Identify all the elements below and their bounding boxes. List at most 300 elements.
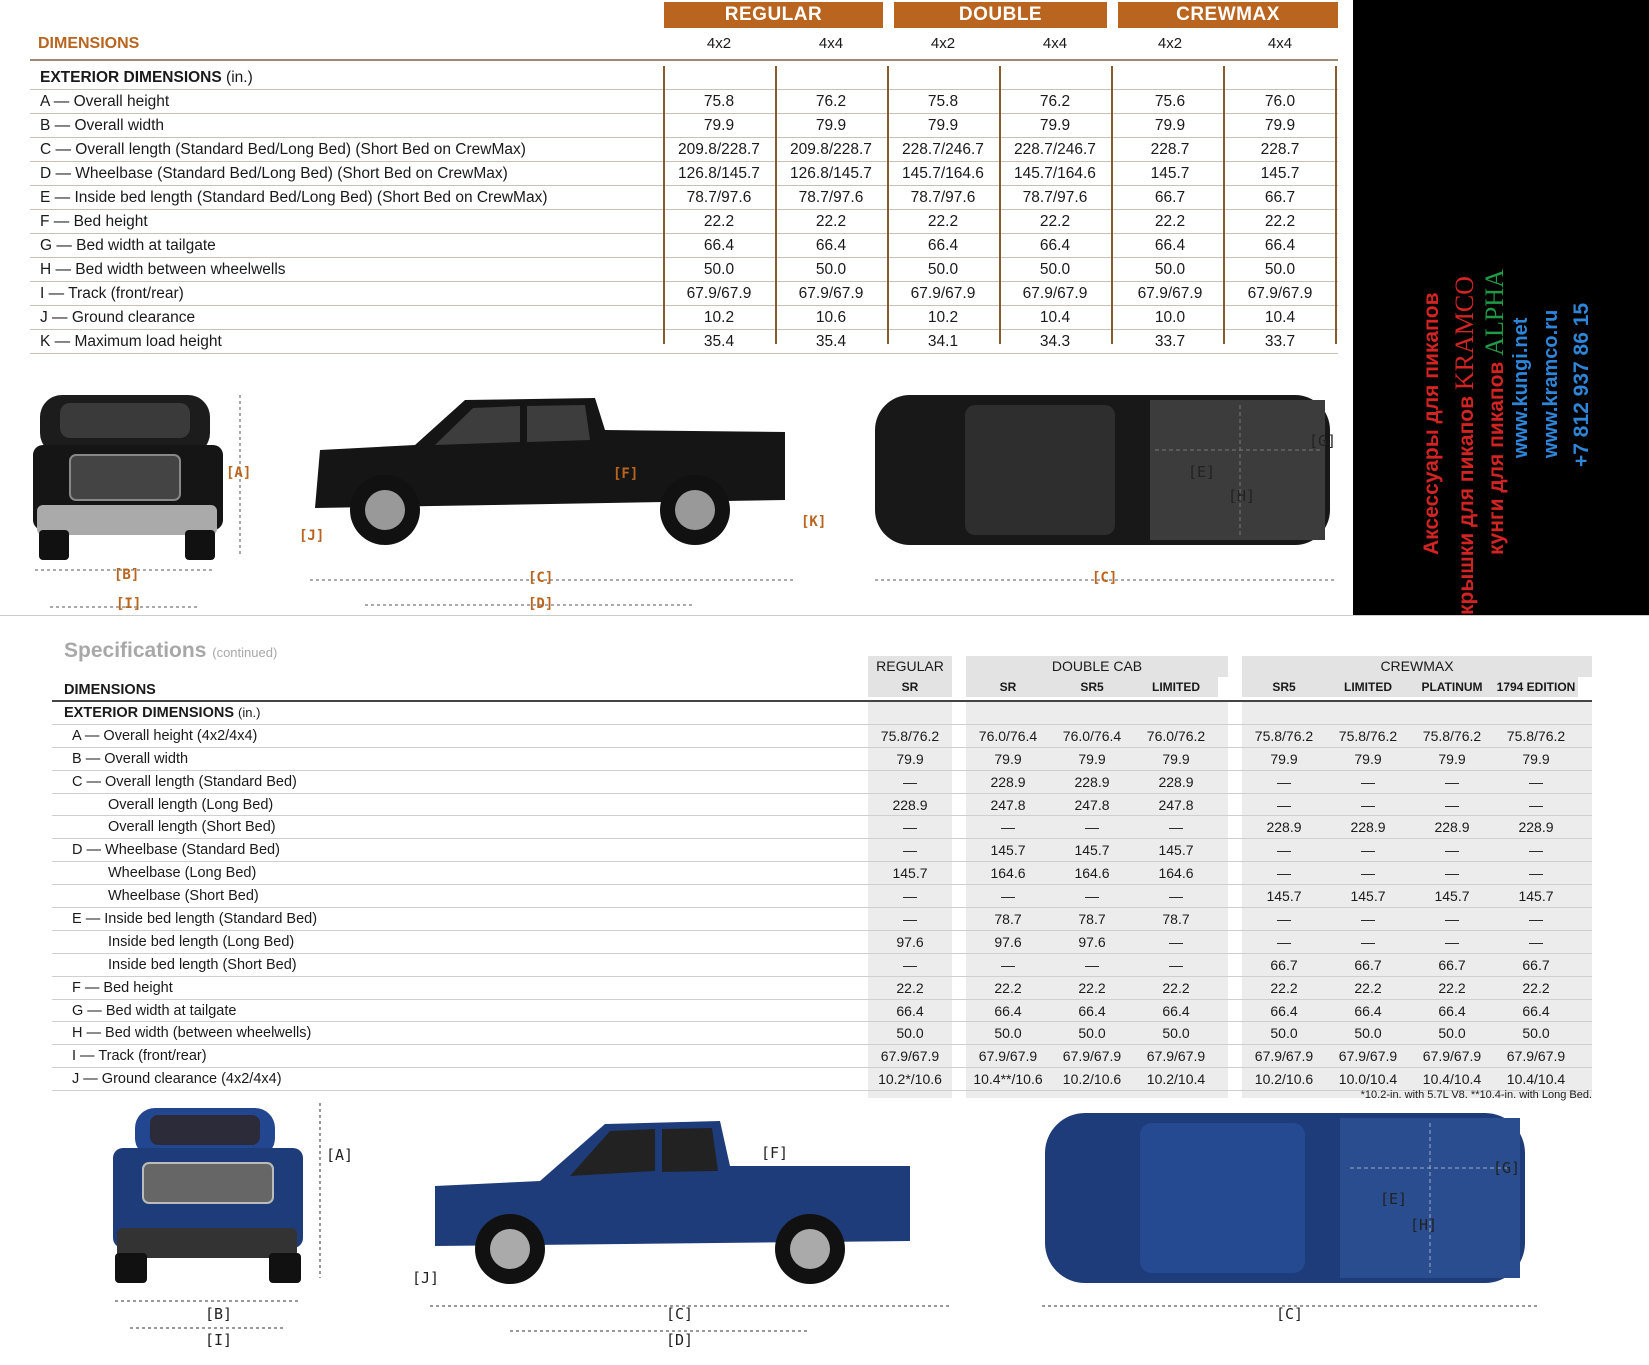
dimension-value: —: [1361, 911, 1375, 928]
dimension-value: —: [1361, 865, 1375, 882]
dimension-value: 10.2*/10.6: [878, 1071, 942, 1088]
dimension-value: 79.9: [1354, 750, 1382, 767]
dimension-value: —: [903, 888, 917, 905]
dimension-row: [30, 210, 1338, 234]
brand-alpha: ALPHA: [1480, 269, 1509, 356]
dimension-row: [30, 90, 1338, 114]
dimension-value: —: [1445, 773, 1459, 790]
dimension-value: —: [1001, 819, 1015, 836]
footnote: *10.2-in. with 5.7L V8. **10.4-in. with Long Bed.: [1360, 1089, 1592, 1101]
subheader: 4x2: [706, 35, 732, 52]
dimension-value: 228.7: [1150, 141, 1190, 158]
dimension-value: 22.2: [1154, 213, 1186, 230]
dimension-value: 247.8: [1074, 796, 1110, 813]
dimension-label: Inside bed length (Long Bed): [108, 933, 295, 950]
specifications-title: Specifications (continued): [64, 639, 278, 662]
callout-d: [D]: [666, 1331, 694, 1349]
bottom-dimensions-table: [52, 702, 1592, 1091]
dimension-label: B — Overall width: [72, 750, 189, 767]
dimension-value: 22.2: [1162, 979, 1190, 996]
dimension-value: 34.1: [927, 333, 959, 350]
dimension-value: 79.9: [1039, 117, 1071, 134]
dimension-value: 67.9/67.9: [686, 285, 752, 302]
dimension-value: 50.0: [927, 261, 959, 278]
dimension-row: [30, 234, 1338, 258]
dimension-value: 79.9: [927, 117, 959, 134]
dimension-value: 50.0: [1522, 1025, 1550, 1042]
callout-b: [B]: [114, 567, 140, 583]
dimension-value: 10.6: [815, 309, 847, 326]
dimension-label: B — Overall width: [40, 117, 165, 134]
dimension-value: 22.2: [1354, 979, 1382, 996]
banner-line-covers: крышки для пикапов KRAMCO: [1450, 276, 1479, 615]
vendor-banner: [1353, 0, 1649, 620]
dimension-value: 50.0: [896, 1025, 924, 1042]
dimension-value: 35.4: [703, 333, 735, 350]
dimension-value: —: [1277, 865, 1291, 882]
dimension-value: 78.7/97.6: [910, 189, 976, 206]
dimension-row: [52, 1045, 1592, 1068]
column-divider: [1335, 66, 1337, 344]
dimension-label: K — Maximum load height: [40, 333, 222, 350]
dimension-value: 22.2: [1522, 979, 1550, 996]
dimension-value: 228.9: [1074, 773, 1110, 790]
dimension-value: —: [1277, 796, 1291, 813]
dimension-value: 66.7: [1522, 956, 1550, 973]
dimension-value: 145.7: [1518, 888, 1554, 905]
dimension-value: 66.4: [1162, 1002, 1190, 1019]
callout-a: [A]: [326, 1146, 354, 1164]
dimension-value: 67.9/67.9: [1254, 1048, 1314, 1065]
dimension-value: 126.8/145.7: [790, 165, 872, 182]
callout-f: [F]: [761, 1144, 789, 1162]
dimension-value: 145.7/164.6: [1014, 165, 1096, 182]
dimension-value: —: [1361, 933, 1375, 950]
top-spec-panel: [0, 0, 1353, 615]
dimension-value: 50.0: [1264, 261, 1296, 278]
dimension-value: —: [1529, 796, 1543, 813]
truck-side-view-black: [295, 390, 815, 615]
trim-header: SR: [966, 677, 1050, 697]
dimension-value: 97.6: [896, 933, 924, 950]
dimension-label: E — Inside bed length (Standard Bed): [72, 911, 318, 928]
dimension-value: —: [1277, 911, 1291, 928]
dimension-label: Wheelbase (Short Bed): [108, 888, 259, 905]
dimension-value: 145.7: [1266, 888, 1302, 905]
top-dimensions-table: [30, 66, 1338, 354]
dimension-value: 79.9: [1078, 750, 1106, 767]
dimension-row: [52, 908, 1592, 931]
callout-a: [A]: [226, 465, 252, 481]
callout-i: [I]: [116, 596, 142, 612]
dimension-value: —: [1001, 956, 1015, 973]
dimension-value: 75.8/76.2: [1422, 727, 1482, 744]
dimension-value: 79.9: [1522, 750, 1550, 767]
dimension-value: 10.4/10.4: [1506, 1071, 1566, 1088]
dimension-value: 228.9: [892, 796, 928, 813]
dimension-value: 67.9/67.9: [1146, 1048, 1206, 1065]
subheader: 4x2: [930, 35, 956, 52]
dimension-value: 66.4: [703, 237, 735, 254]
dimension-value: 50.0: [1039, 261, 1071, 278]
truck-front-view-blue: [105, 1103, 365, 1333]
dimension-value: 228.9: [1434, 819, 1470, 836]
dimension-value: —: [1445, 933, 1459, 950]
dimension-value: 66.4: [1270, 1002, 1298, 1019]
group-double-cab: DOUBLE CAB: [966, 656, 1228, 677]
dimension-value: 50.0: [1162, 1025, 1190, 1042]
dimension-value: 209.8/228.7: [790, 141, 872, 158]
dimension-value: 228.9: [1518, 819, 1554, 836]
callout-h: [H]: [1410, 1216, 1438, 1234]
dimension-value: 22.2: [815, 213, 847, 230]
dimension-value: —: [1085, 956, 1099, 973]
truck-front-view-black: [25, 385, 265, 610]
dimension-value: 76.0: [1264, 93, 1296, 110]
trim-header: SR: [868, 677, 952, 697]
dimension-value: 22.2: [896, 979, 924, 996]
dimension-value: 75.8/76.2: [1254, 727, 1314, 744]
dimension-value: —: [1529, 773, 1543, 790]
dimension-value: —: [1169, 956, 1183, 973]
dimension-value: 10.4: [1039, 309, 1071, 326]
trim-header: LIMITED: [1326, 677, 1410, 697]
dimension-value: 76.0/76.2: [1146, 727, 1206, 744]
dimension-row: [52, 748, 1592, 771]
dimension-value: 79.9: [1438, 750, 1466, 767]
dimension-value: 66.4: [1438, 1002, 1466, 1019]
callout-g: [G]: [1493, 1159, 1521, 1177]
callout-e: [E]: [1188, 463, 1216, 481]
dimension-value: 66.4: [896, 1002, 924, 1019]
dimension-value: —: [1277, 773, 1291, 790]
dimension-value: 164.6: [1074, 865, 1110, 882]
dimension-value: 67.9/67.9: [1137, 285, 1203, 302]
dimension-label: A — Overall height (4x2/4x4): [72, 727, 258, 744]
dimension-value: 247.8: [990, 796, 1026, 813]
dimension-value: —: [1361, 796, 1375, 813]
dimension-value: 67.9/67.9: [1247, 285, 1313, 302]
callout-c-top: [C]: [1092, 570, 1118, 586]
subheader: 4x4: [818, 35, 844, 52]
dimension-value: 22.2: [1078, 979, 1106, 996]
dimension-label: I — Track (front/rear): [40, 285, 184, 302]
dimension-label: E — Inside bed length (Standard Bed/Long Bed) (Short Bed on CrewMax): [40, 189, 548, 206]
dimension-value: 78.7/97.6: [1022, 189, 1088, 206]
dimension-value: —: [903, 842, 917, 859]
dimension-value: 67.9/67.9: [1022, 285, 1088, 302]
dimension-value: —: [1445, 911, 1459, 928]
dimension-value: 66.4: [1039, 237, 1071, 254]
dimension-value: 164.6: [990, 865, 1026, 882]
dimension-value: 66.4: [994, 1002, 1022, 1019]
dimension-value: —: [1529, 911, 1543, 928]
dimension-value: 79.9: [896, 750, 924, 767]
callout-d: [D]: [528, 596, 554, 612]
dimension-value: 66.4: [1264, 237, 1296, 254]
dimension-row: [30, 330, 1338, 354]
section-row: [52, 702, 1592, 725]
dimension-value: 67.9/67.9: [798, 285, 864, 302]
dimension-value: 34.3: [1039, 333, 1071, 350]
dimension-value: 10.2/10.6: [1254, 1071, 1314, 1088]
truck-top-view-blue: [1040, 1103, 1550, 1323]
dimension-value: 50.0: [1354, 1025, 1382, 1042]
dimensions-title: DIMENSIONS: [38, 35, 140, 52]
dimension-label: Overall length (Short Bed): [108, 819, 276, 836]
dimension-row: [52, 1000, 1592, 1023]
callout-c: [C]: [528, 570, 554, 586]
dimension-label: H — Bed width between wheelwells: [40, 261, 286, 278]
dimension-value: 228.7: [1260, 141, 1300, 158]
dimension-value: 22.2: [1039, 213, 1071, 230]
dimension-value: 50.0: [1154, 261, 1186, 278]
subheader: 4x2: [1157, 35, 1183, 52]
dimension-value: 97.6: [994, 933, 1022, 950]
dimension-value: 75.8/76.2: [1506, 727, 1566, 744]
dimension-row: [30, 258, 1338, 282]
dimension-value: 97.6: [1078, 933, 1106, 950]
dimension-value: 228.9: [1158, 773, 1194, 790]
dimension-value: 50.0: [1438, 1025, 1466, 1042]
dimension-label: Wheelbase (Long Bed): [108, 865, 257, 882]
dimension-value: 50.0: [1078, 1025, 1106, 1042]
dimension-row: [52, 862, 1592, 885]
dimension-value: 22.2: [1270, 979, 1298, 996]
dimension-row: [30, 186, 1338, 210]
group-header-crewmax: CREWMAX: [1118, 2, 1338, 28]
dimension-row: [52, 885, 1592, 908]
dimension-row: [52, 1068, 1592, 1091]
dimension-value: 10.0: [1154, 309, 1186, 326]
dimension-value: 10.4/10.4: [1422, 1071, 1482, 1088]
dimension-value: 67.9/67.9: [1062, 1048, 1122, 1065]
dimension-value: 228.7/246.7: [902, 141, 984, 158]
section-label: EXTERIOR DIMENSIONS (in.): [40, 69, 253, 86]
subheader: 4x4: [1267, 35, 1293, 52]
dimension-label: D — Wheelbase (Standard Bed/Long Bed) (Short Bed on CrewMax): [40, 165, 508, 182]
banner-line-canopies: кунги для пикапов ALPHA: [1480, 269, 1509, 555]
dimension-value: 66.7: [1154, 189, 1186, 206]
callout-c-top: [C]: [1276, 1305, 1304, 1323]
dimension-label: G — Bed width at tailgate: [40, 237, 216, 254]
callout-b: [B]: [205, 1305, 233, 1323]
dimension-value: 145.7: [1434, 888, 1470, 905]
dimension-value: 79.9: [815, 117, 847, 134]
dimension-value: 228.9: [1350, 819, 1386, 836]
dimension-value: —: [1529, 842, 1543, 859]
dimension-row: [52, 794, 1592, 817]
dimension-value: 78.7: [994, 911, 1022, 928]
dimension-value: 75.8/76.2: [880, 727, 940, 744]
dimension-value: 79.9: [994, 750, 1022, 767]
dimension-value: —: [1169, 819, 1183, 836]
dimension-value: 126.8/145.7: [678, 165, 760, 182]
column-divider: [775, 66, 777, 344]
banner-line-accessories: Аксессуары для пикапов: [1420, 292, 1443, 555]
trim-header: LIMITED: [1134, 677, 1218, 697]
dimension-row: [30, 114, 1338, 138]
dimension-label: F — Bed height: [40, 213, 148, 230]
dimension-value: 22.2: [703, 213, 735, 230]
bottom-spec-panel: [0, 615, 1649, 1365]
dimension-value: 209.8/228.7: [678, 141, 760, 158]
dimension-value: 33.7: [1264, 333, 1296, 350]
dimension-value: —: [1361, 842, 1375, 859]
column-divider: [663, 66, 665, 344]
dimension-value: 10.4: [1264, 309, 1296, 326]
dimension-label: I — Track (front/rear): [72, 1048, 207, 1065]
dimension-value: 66.7: [1354, 956, 1382, 973]
dimension-value: 50.0: [1270, 1025, 1298, 1042]
dimension-value: —: [1445, 842, 1459, 859]
trim-header: PLATINUM: [1410, 677, 1494, 697]
group-crewmax: CREWMAX: [1242, 656, 1592, 677]
trim-header: SR5: [1050, 677, 1134, 697]
dimension-row: [52, 954, 1592, 977]
dimension-value: 66.4: [1154, 237, 1186, 254]
column-divider: [1111, 66, 1113, 344]
dimension-row: [30, 162, 1338, 186]
dimension-value: 78.7/97.6: [798, 189, 864, 206]
dimension-value: —: [1085, 819, 1099, 836]
dimension-value: 22.2: [927, 213, 959, 230]
dimension-value: 66.4: [815, 237, 847, 254]
dimension-value: —: [1529, 865, 1543, 882]
dimension-value: 66.4: [927, 237, 959, 254]
dimension-value: 66.7: [1270, 956, 1298, 973]
section-label: EXTERIOR DIMENSIONS (in.): [64, 705, 261, 721]
dimension-row: [52, 816, 1592, 839]
dimension-value: 79.9: [1162, 750, 1190, 767]
callout-e: [E]: [1380, 1190, 1408, 1208]
dimension-value: 79.9: [1264, 117, 1296, 134]
dimension-value: 78.7: [1162, 911, 1190, 928]
dimension-value: 50.0: [815, 261, 847, 278]
dimension-value: 10.2: [703, 309, 735, 326]
dimension-value: 145.7: [990, 842, 1026, 859]
dimension-value: 164.6: [1158, 865, 1194, 882]
dimension-value: —: [1529, 933, 1543, 950]
dimension-value: 33.7: [1154, 333, 1186, 350]
dimensions-label: DIMENSIONS: [64, 682, 156, 698]
dimension-value: 67.9/67.9: [1338, 1048, 1398, 1065]
group-header-double: DOUBLE: [894, 2, 1107, 28]
dimension-value: 10.0/10.4: [1338, 1071, 1398, 1088]
dimension-row: [30, 138, 1338, 162]
section-row: [30, 66, 1338, 90]
truck-top-view-black: [870, 375, 1340, 585]
dimension-value: 22.2: [1438, 979, 1466, 996]
dimension-label: G — Bed width at tailgate: [72, 1002, 237, 1019]
dimension-row: [52, 725, 1592, 748]
dimension-value: 75.8: [703, 93, 735, 110]
dimension-value: 145.7: [1150, 165, 1190, 182]
group-regular: REGULAR: [868, 656, 952, 677]
dimension-value: —: [1445, 796, 1459, 813]
dimension-value: 78.7/97.6: [686, 189, 752, 206]
trim-header: 1794 EDITION: [1494, 677, 1578, 697]
dimension-value: —: [1169, 933, 1183, 950]
dimension-value: 228.9: [990, 773, 1026, 790]
dimension-value: 145.7: [1158, 842, 1194, 859]
callout-f: [F]: [613, 466, 639, 482]
dimension-value: 67.9/67.9: [1422, 1048, 1482, 1065]
dimension-value: 50.0: [994, 1025, 1022, 1042]
banner-line-url2[interactable]: www.kramco.ru: [1540, 309, 1562, 458]
dimension-value: 76.2: [1039, 93, 1071, 110]
dimension-row: [52, 839, 1592, 862]
dimension-value: 35.4: [815, 333, 847, 350]
dimension-value: 22.2: [1264, 213, 1296, 230]
dimension-label: J — Ground clearance: [40, 309, 196, 326]
dimension-value: 67.9/67.9: [880, 1048, 940, 1065]
dimension-value: 66.4: [1078, 1002, 1106, 1019]
banner-line-url1[interactable]: www.kungi.net: [1510, 317, 1532, 458]
dimension-row: [52, 1022, 1592, 1045]
dimension-value: —: [903, 773, 917, 790]
dimension-value: 145.7/164.6: [902, 165, 984, 182]
header-rule: [30, 59, 1338, 61]
dimension-value: 22.2: [994, 979, 1022, 996]
truck-side-view-blue: [430, 1116, 960, 1346]
dimension-value: 145.7: [1074, 842, 1110, 859]
dimension-value: 10.2/10.4: [1146, 1071, 1206, 1088]
dimension-value: 76.0/76.4: [1062, 727, 1122, 744]
dimension-value: —: [1001, 888, 1015, 905]
callout-j: [J]: [299, 528, 325, 544]
dimension-row: [30, 306, 1338, 330]
dimension-value: —: [903, 911, 917, 928]
dimension-value: 247.8: [1158, 796, 1194, 813]
dimension-row: [52, 771, 1592, 794]
dimension-value: 76.2: [815, 93, 847, 110]
dimension-value: 66.7: [1264, 189, 1296, 206]
callout-h: [H]: [1228, 487, 1256, 505]
column-divider: [1223, 66, 1225, 344]
dimension-value: 79.9: [1270, 750, 1298, 767]
callout-j: [J]: [412, 1269, 440, 1287]
dimension-value: 66.4: [1354, 1002, 1382, 1019]
dimension-label: H — Bed width (between wheelwells): [72, 1025, 312, 1042]
column-divider: [887, 66, 889, 344]
dimension-value: 145.7: [1260, 165, 1300, 182]
dimension-value: —: [1445, 865, 1459, 882]
dimension-value: —: [1085, 888, 1099, 905]
dimension-value: 228.9: [1266, 819, 1302, 836]
dimension-value: —: [1277, 933, 1291, 950]
banner-line-phone: +7 812 937 86 15: [1570, 302, 1593, 467]
dimension-label: F — Bed height: [72, 979, 173, 996]
dimension-value: 76.0/76.4: [978, 727, 1038, 744]
dimension-value: 66.7: [1438, 956, 1466, 973]
dimension-value: —: [903, 819, 917, 836]
dimension-value: 75.8: [927, 93, 959, 110]
callout-k: [K]: [801, 514, 827, 530]
dimension-value: 67.9/67.9: [910, 285, 976, 302]
dimension-value: 67.9/67.9: [978, 1048, 1038, 1065]
dimension-value: 145.7: [892, 865, 928, 882]
dimension-value: —: [903, 956, 917, 973]
dimension-value: 50.0: [703, 261, 735, 278]
callout-i: [I]: [205, 1331, 233, 1349]
dimension-value: 79.9: [703, 117, 735, 134]
callout-g: [G]: [1309, 432, 1337, 450]
dimension-value: 10.2: [927, 309, 959, 326]
dimension-value: 145.7: [1350, 888, 1386, 905]
dimension-label: C — Overall length (Standard Bed): [72, 773, 297, 790]
dimension-value: 75.6: [1154, 93, 1186, 110]
